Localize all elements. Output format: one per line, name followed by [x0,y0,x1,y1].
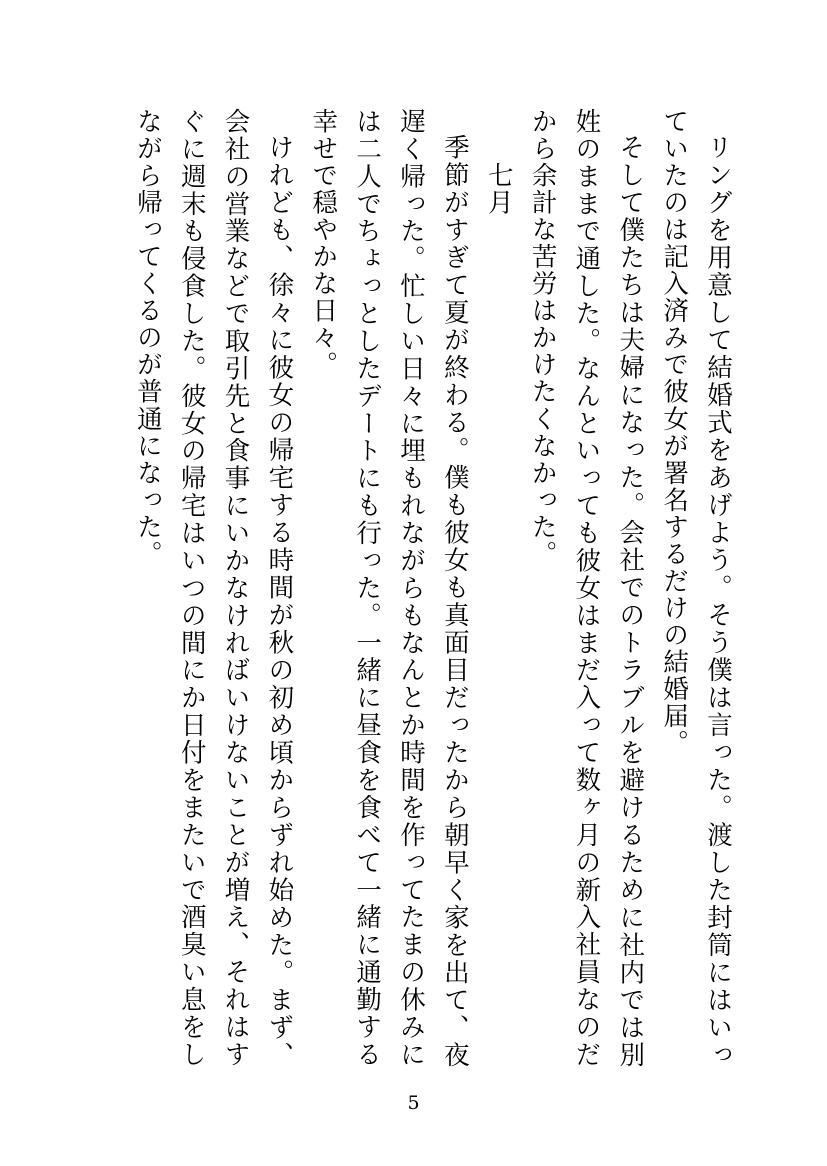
section-heading-july: 七月 [483,161,514,216]
paragraph-4: けれども、徐々に彼女の帰宅する時間が秋の初め頃からずれ始めた。まず、会社の営業などで取引先と食事にいかなければいけないことが増え、それはすぐに週末も侵食した。彼女の帰宅はいつの間にか日付をまたいで酒臭い息をしながら帰ってくるのが普通になった。 [132,108,295,1068]
vertical-text-body [96,108,739,1068]
paragraph-2: そして僕たちは夫婦になった。会社でのトラブルを避けるために社内では別姓のままで通した。なんといっても彼女はまだ入って数ヶ月の新入社員なのだから余計な苦労はかけたくなかった。 [527,108,646,1068]
paragraph-3: 季節がすぎて夏が終わる。僕も彼女も真面目だったから朝早く家を出て、夜遅く帰った。忙しい日々に埋もれながらもなんとか時間を作ってたまの休みには二人でちょっとしたデートにも行った。一緒に昼食を食べて一緒に通勤する幸せで穏やかな日々。 [308,108,470,1068]
paragraph-1: リングを用意して結婚式をあげよう。そう僕は言った。渡した封筒にはいっていたのは記入済みで彼女が署名するだけの結婚届。 [659,108,733,1068]
page-number: 5 [407,1092,420,1114]
